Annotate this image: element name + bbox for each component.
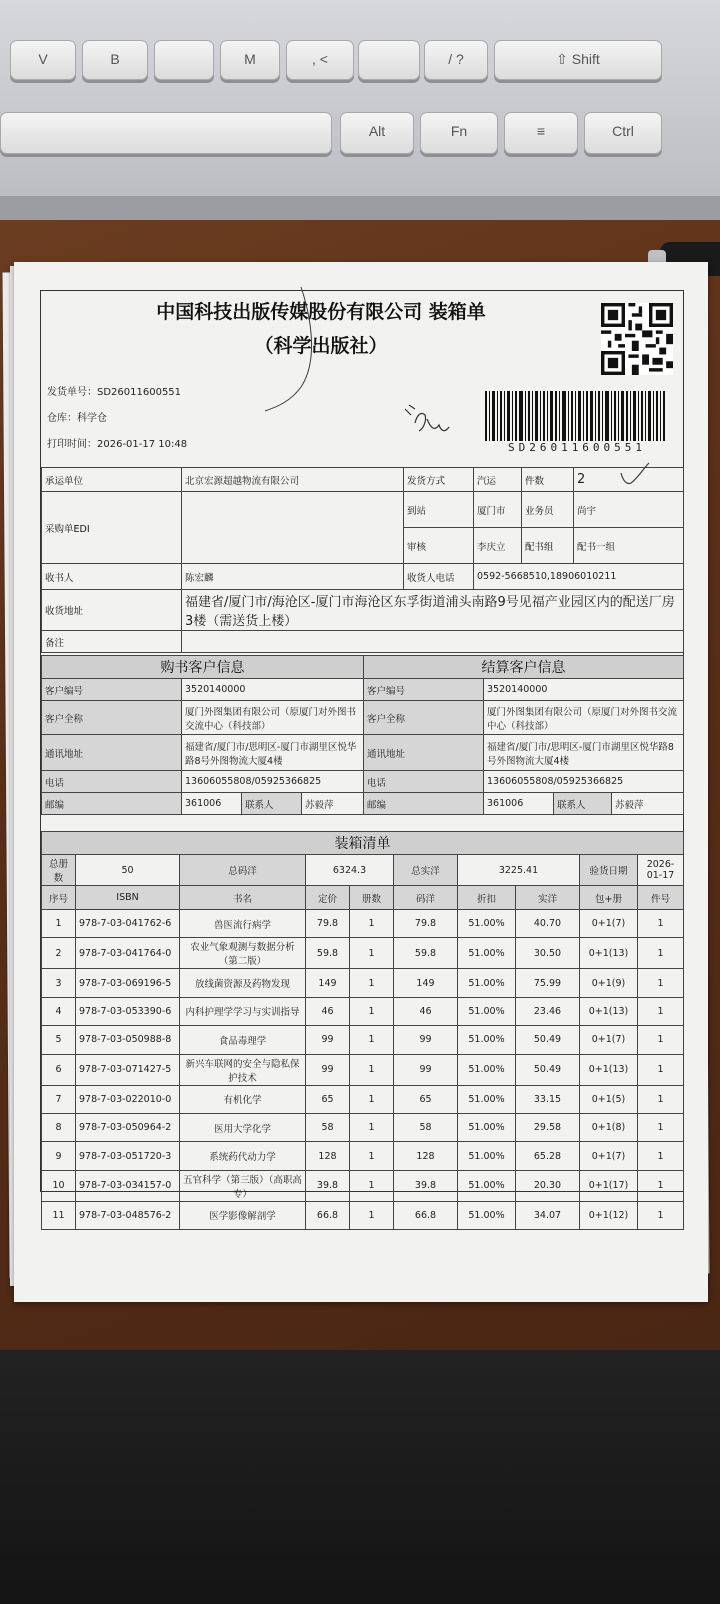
row-actual: 65.28 [516, 1142, 580, 1170]
row-no: 9 [42, 1142, 76, 1170]
total-books-label: 总册数 [42, 855, 76, 886]
buyer-id-label: 客户编号 [42, 679, 182, 701]
recipient-value: 陈宏麟 [182, 564, 404, 590]
buyer-section-title: 购书客户信息 [42, 656, 364, 679]
total-list-price-value: 6324.3 [306, 855, 394, 886]
remark-label: 备注 [42, 631, 182, 653]
key-alt: Alt [340, 112, 414, 154]
row-qty: 1 [350, 1085, 394, 1113]
table-row [42, 938, 684, 969]
address-label: 收货地址 [42, 590, 182, 631]
total-actual-price-value: 3225.41 [458, 855, 580, 886]
row-isbn: 978-7-03-053390-6 [76, 997, 180, 1025]
payer-id-label: 客户编号 [364, 679, 484, 701]
row-piece: 1 [638, 1085, 684, 1113]
row-list: 58 [394, 1113, 458, 1141]
barcode-number: SD26011600551 [507, 441, 647, 454]
row-isbn: 978-7-03-050988-8 [76, 1026, 180, 1054]
col-header: 包+册 [580, 886, 638, 910]
row-qty: 1 [350, 910, 394, 938]
keyboard-frame [0, 196, 720, 220]
row-qty: 1 [350, 938, 394, 969]
key-slash: / ? [424, 40, 488, 80]
row-piece: 1 [638, 1201, 684, 1229]
col-header: 折扣 [458, 886, 516, 910]
row-qty: 1 [350, 997, 394, 1025]
salesperson-label: 业务员 [522, 492, 574, 528]
warehouse: 仓库：科学仓 [47, 413, 107, 424]
row-list: 65 [394, 1085, 458, 1113]
row-price: 58 [306, 1113, 350, 1141]
key-ctrl: Ctrl [584, 112, 662, 154]
col-header: 件号 [638, 886, 684, 910]
key-period [358, 40, 420, 80]
remark-value [182, 631, 684, 653]
buyer-zip-label: 邮编 [42, 793, 182, 815]
doc-subtitle: （科学出版社） [254, 335, 388, 357]
key-comma: , < [286, 40, 354, 80]
row-isbn: 978-7-03-050964-2 [76, 1113, 180, 1141]
row-isbn: 978-7-03-048576-2 [76, 1201, 180, 1229]
key-space [0, 112, 332, 154]
row-isbn: 978-7-03-051720-3 [76, 1142, 180, 1170]
payer-name-label: 客户全称 [364, 701, 484, 735]
packing-rows [42, 910, 684, 1230]
buyer-tel: 13606055808/05925366825 [182, 771, 364, 793]
buyer-contact: 苏毅萍 [302, 793, 364, 815]
packing-list-table [41, 831, 684, 1230]
salesperson-value: 尚宇 [574, 492, 684, 528]
row-discount: 51.00% [458, 1170, 516, 1201]
row-title: 系统药代动力学 [180, 1142, 306, 1170]
row-price: 66.8 [306, 1201, 350, 1229]
ship-method-value: 汽运 [474, 468, 522, 492]
row-discount: 51.00% [458, 910, 516, 938]
row-pack: 0+1(13) [580, 938, 638, 969]
key-v: V [10, 40, 76, 80]
table-row [42, 1201, 684, 1229]
row-title: 兽医流行病学 [180, 910, 306, 938]
row-actual: 20.30 [516, 1170, 580, 1201]
row-pack: 0+1(7) [580, 910, 638, 938]
row-actual: 50.49 [516, 1026, 580, 1054]
barcode-icon [485, 391, 665, 441]
address-value: 福建省/厦门市/海沧区-厦门市海沧区东孚街道浦头南路9号见福产业园区内的配送厂房3楼（需送货上楼） [182, 590, 684, 631]
row-no: 3 [42, 969, 76, 997]
row-no: 10 [42, 1170, 76, 1201]
row-piece: 1 [638, 997, 684, 1025]
floor-shadow [0, 1350, 720, 1604]
row-list: 99 [394, 1054, 458, 1085]
row-discount: 51.00% [458, 1142, 516, 1170]
table-row [42, 1113, 684, 1141]
total-books-value: 50 [76, 855, 180, 886]
buyer-addr-label: 通讯地址 [42, 735, 182, 771]
row-pack: 0+1(8) [580, 1113, 638, 1141]
row-list: 149 [394, 969, 458, 997]
row-isbn: 978-7-03-022010-0 [76, 1085, 180, 1113]
row-actual: 75.99 [516, 969, 580, 997]
total-actual-price-label: 总实洋 [394, 855, 458, 886]
row-qty: 1 [350, 969, 394, 997]
row-actual: 50.49 [516, 1054, 580, 1085]
row-isbn: 978-7-03-071427-5 [76, 1054, 180, 1085]
po-edi-value [182, 492, 404, 564]
row-list: 39.8 [394, 1170, 458, 1201]
row-price: 59.8 [306, 938, 350, 969]
buyer-tel-label: 电话 [42, 771, 182, 793]
row-no: 1 [42, 910, 76, 938]
row-no: 7 [42, 1085, 76, 1113]
row-discount: 51.00% [458, 969, 516, 997]
payer-contact-label: 联系人 [554, 793, 612, 815]
col-header: 实洋 [516, 886, 580, 910]
row-discount: 51.00% [458, 997, 516, 1025]
arrival-value: 厦门市 [474, 492, 522, 528]
row-list: 99 [394, 1026, 458, 1054]
payer-addr-label: 通讯地址 [364, 735, 484, 771]
row-pack: 0+1(7) [580, 1142, 638, 1170]
row-title: 内科护理学学习与实训指导 [180, 997, 306, 1025]
row-discount: 51.00% [458, 1113, 516, 1141]
row-discount: 51.00% [458, 938, 516, 969]
col-header: 册数 [350, 886, 394, 910]
table-row [42, 1142, 684, 1170]
row-no: 2 [42, 938, 76, 969]
row-price: 65 [306, 1085, 350, 1113]
payer-zip: 361006 [484, 793, 554, 815]
row-pack: 0+1(7) [580, 1026, 638, 1054]
row-actual: 29.58 [516, 1113, 580, 1141]
payer-section-title: 结算客户信息 [364, 656, 684, 679]
payer-name: 厦门外图集团有限公司（原厦门对外图书交流中心（科技部） [484, 701, 684, 735]
buyer-zip: 361006 [182, 793, 242, 815]
row-price: 149 [306, 969, 350, 997]
row-actual: 34.07 [516, 1201, 580, 1229]
row-price: 99 [306, 1054, 350, 1085]
row-no: 11 [42, 1201, 76, 1229]
dept-label: 配书组 [522, 528, 574, 564]
row-pack: 0+1(17) [580, 1170, 638, 1201]
row-isbn: 978-7-03-034157-0 [76, 1170, 180, 1201]
carrier-value: 北京宏源超越物流有限公司 [182, 468, 404, 492]
arrival-label: 到站 [404, 492, 474, 528]
row-pack: 0+1(13) [580, 1054, 638, 1085]
row-title: 医学影像解剖学 [180, 1201, 306, 1229]
dept-value: 配书一组 [574, 528, 684, 564]
row-piece: 1 [638, 1170, 684, 1201]
table-row [42, 1085, 684, 1113]
row-title: 五官科学（第三版）（高职高专） [180, 1170, 306, 1201]
payer-tel-label: 电话 [364, 771, 484, 793]
ship-method-label: 发货方式 [404, 468, 474, 492]
row-discount: 51.00% [458, 1054, 516, 1085]
row-piece: 1 [638, 1026, 684, 1054]
reviewer-value: 李庆立 [474, 528, 522, 564]
review-label: 审核 [404, 528, 474, 564]
row-list: 66.8 [394, 1201, 458, 1229]
col-header: 定价 [306, 886, 350, 910]
key-shift: ⇧ Shift [494, 40, 662, 80]
total-list-price-label: 总码洋 [180, 855, 306, 886]
packing-slip [14, 262, 708, 1302]
packing-section-title: 装箱清单 [42, 832, 684, 855]
row-qty: 1 [350, 1142, 394, 1170]
row-list: 128 [394, 1142, 458, 1170]
key-fn: Fn [420, 112, 498, 154]
col-header: 序号 [42, 886, 76, 910]
po-edi-label: 采购单EDI [42, 492, 182, 564]
row-pack: 0+1(5) [580, 1085, 638, 1113]
key-blank [154, 40, 214, 80]
row-discount: 51.00% [458, 1201, 516, 1229]
row-qty: 1 [350, 1113, 394, 1141]
customer-info-table [41, 655, 684, 815]
row-qty: 1 [350, 1054, 394, 1085]
payer-id: 3520140000 [484, 679, 684, 701]
row-no: 4 [42, 997, 76, 1025]
row-title: 新兴车联网的安全与隐私保护技术 [180, 1054, 306, 1085]
keyboard [0, 0, 720, 220]
row-no: 8 [42, 1113, 76, 1141]
pieces-label: 件数 [522, 468, 574, 492]
row-piece: 1 [638, 1113, 684, 1141]
check-date-value: 2026-01-17 [638, 855, 684, 886]
payer-contact: 苏毅萍 [612, 793, 684, 815]
row-title: 食品毒理学 [180, 1026, 306, 1054]
row-piece: 1 [638, 910, 684, 938]
table-row [42, 1026, 684, 1054]
row-pack: 0+1(13) [580, 997, 638, 1025]
handwritten-mark [401, 401, 451, 441]
table-row [42, 1170, 684, 1201]
row-title: 医用大学化学 [180, 1113, 306, 1141]
check-date-label: 验货日期 [580, 855, 638, 886]
payer-tel: 13606055808/05925366825 [484, 771, 684, 793]
row-qty: 1 [350, 1170, 394, 1201]
row-price: 79.8 [306, 910, 350, 938]
key-m: M [220, 40, 280, 80]
row-actual: 33.15 [516, 1085, 580, 1113]
row-list: 46 [394, 997, 458, 1025]
col-header: 码洋 [394, 886, 458, 910]
carrier-label: 承运单位 [42, 468, 182, 492]
row-no: 5 [42, 1026, 76, 1054]
row-pack: 0+1(12) [580, 1201, 638, 1229]
row-title: 有机化学 [180, 1085, 306, 1113]
table-row [42, 910, 684, 938]
payer-addr: 福建省/厦门市/思明区-厦门市湖里区悦华路8号外图物流大厦4楼 [484, 735, 684, 771]
print-time: 打印时间：2026-01-17 10:48 [47, 439, 188, 450]
shipment-number: 发货单号：SD26011600551 [47, 387, 182, 398]
buyer-name: 厦门外图集团有限公司（原厦门对外图书交流中心（科技部） [182, 701, 364, 735]
row-piece: 1 [638, 1054, 684, 1085]
shipping-info-table [41, 467, 684, 653]
buyer-id: 3520140000 [182, 679, 364, 701]
row-price: 39.8 [306, 1170, 350, 1201]
row-list: 79.8 [394, 910, 458, 938]
qr-code-icon [601, 303, 673, 375]
row-piece: 1 [638, 938, 684, 969]
row-isbn: 978-7-03-041764-0 [76, 938, 180, 969]
packing-header-row [42, 886, 684, 910]
row-list: 59.8 [394, 938, 458, 969]
buyer-addr: 福建省/厦门市/思明区-厦门市湖里区悦华路8号外图物流大厦4楼 [182, 735, 364, 771]
pieces-value: 2 [574, 468, 684, 492]
row-actual: 23.46 [516, 997, 580, 1025]
row-isbn: 978-7-03-041762-6 [76, 910, 180, 938]
doc-title: 中国科技出版传媒股份有限公司 装箱单 [156, 301, 486, 323]
row-qty: 1 [350, 1201, 394, 1229]
buyer-contact-label: 联系人 [242, 793, 302, 815]
row-title: 放线菌资源及药物发现 [180, 969, 306, 997]
buyer-name-label: 客户全称 [42, 701, 182, 735]
row-pack: 0+1(9) [580, 969, 638, 997]
table-row [42, 997, 684, 1025]
row-actual: 30.50 [516, 938, 580, 969]
phone-label: 收货人电话 [404, 564, 474, 590]
table-row [42, 969, 684, 997]
row-price: 46 [306, 997, 350, 1025]
col-header: 书名 [180, 886, 306, 910]
row-price: 128 [306, 1142, 350, 1170]
phone-value: 0592-5668510,18906010211 [474, 564, 684, 590]
payer-zip-label: 邮编 [364, 793, 484, 815]
row-actual: 40.70 [516, 910, 580, 938]
row-no: 6 [42, 1054, 76, 1085]
row-discount: 51.00% [458, 1085, 516, 1113]
row-discount: 51.00% [458, 1026, 516, 1054]
table-row [42, 1054, 684, 1085]
key-b: B [82, 40, 148, 80]
key-menu: ≡ [504, 112, 578, 154]
row-price: 99 [306, 1026, 350, 1054]
recipient-label: 收书人 [42, 564, 182, 590]
row-qty: 1 [350, 1026, 394, 1054]
row-piece: 1 [638, 1142, 684, 1170]
col-header: ISBN [76, 886, 180, 910]
row-piece: 1 [638, 969, 684, 997]
row-title: 农业气象观测与数据分析（第二版） [180, 938, 306, 969]
row-isbn: 978-7-03-069196-5 [76, 969, 180, 997]
document-frame [40, 290, 684, 1223]
